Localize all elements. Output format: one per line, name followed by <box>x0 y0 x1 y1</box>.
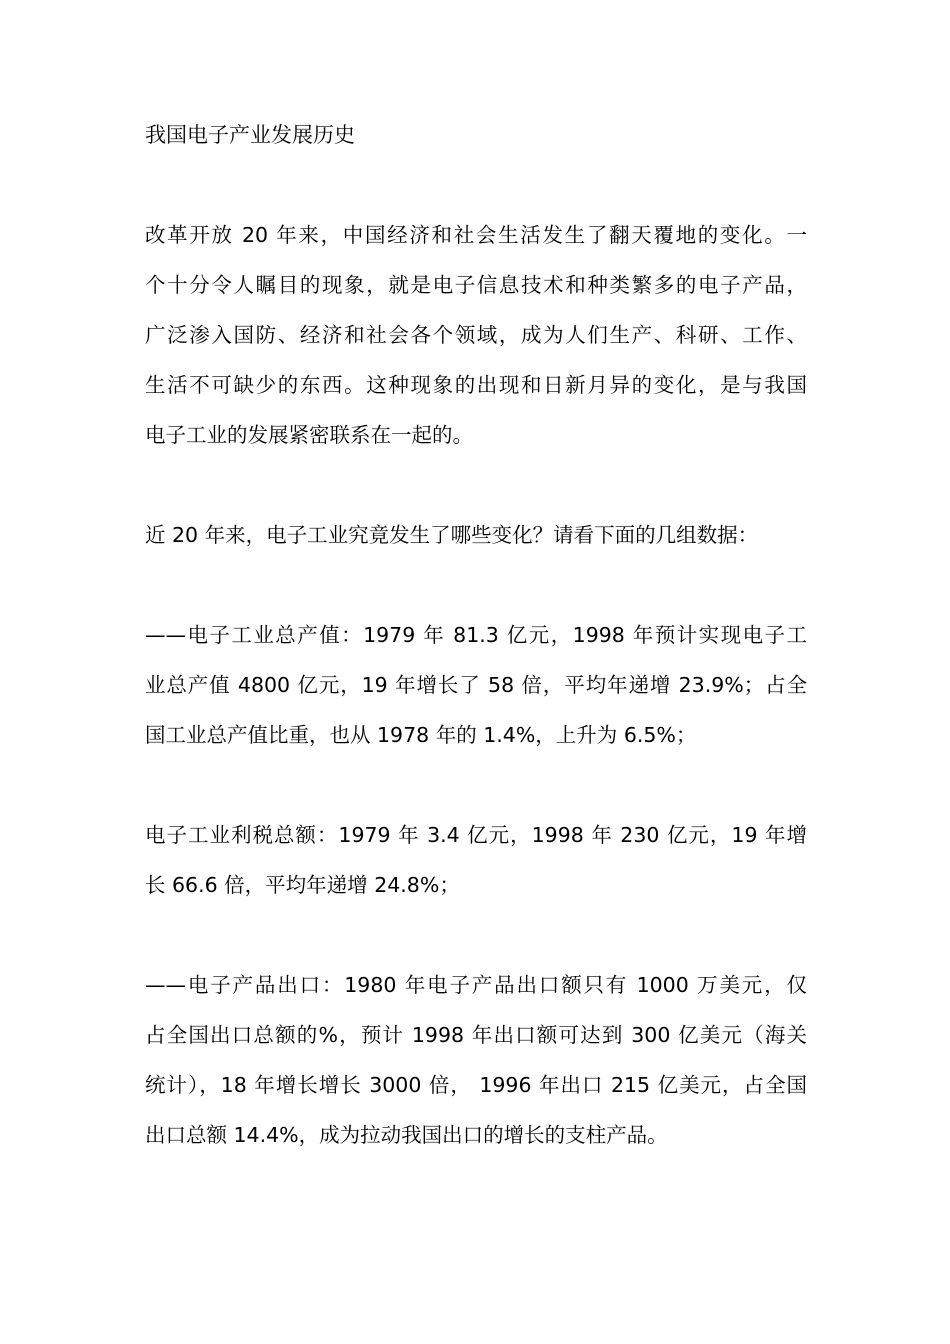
paragraph-line: ——电子工业总产值：1979 年 81.3 亿元，1998 年预计实现电子工 <box>145 623 807 647</box>
paragraph-line: ——电子产品出口：1980 年电子产品出口额只有 1000 万美元，仅 <box>145 973 807 997</box>
paragraph-line: 统计），18 年增长增长 3000 倍， 1996 年出口 215 亿美元，占全国 <box>145 1073 807 1097</box>
paragraph-line: 电子工业利税总额：1979 年 3.4 亿元，1998 年 230 亿元，19 年增 <box>145 823 807 847</box>
paragraph-line: 生活不可缺少的东西。这种现象的出现和日新月异的变化，是与我国 <box>145 373 807 397</box>
paragraph-line: 业总产值 4800 亿元，19 年增长了 58 倍，平均年递增 23.9%；占全 <box>145 673 807 697</box>
paragraph-line: 占全国出口总额的%，预计 1998 年出口额可达到 300 亿美元（海关 <box>145 1023 807 1047</box>
paragraph-question <box>145 510 807 560</box>
paragraph-line: 改革开放 20 年来，中国经济和社会生活发生了翻天覆地的变化。一 <box>145 223 807 247</box>
paragraph-line: 电子工业的发展紧密联系在一起的。 <box>145 423 473 447</box>
paragraph-intro <box>145 210 807 460</box>
paragraph-profit-tax <box>145 810 807 910</box>
paragraph-line: 广泛渗入国防、经济和社会各个领域，成为人们生产、科研、工作、 <box>145 323 807 347</box>
paragraph-output-value <box>145 610 807 760</box>
paragraph-exports <box>145 960 807 1160</box>
paragraph-line: 个十分令人瞩目的现象，就是电子信息技术和种类繁多的电子产品， <box>145 273 807 297</box>
paragraph-line: 长 66.6 倍，平均年递增 24.8%； <box>145 873 460 897</box>
document-page <box>145 110 807 1210</box>
paragraph-line: 国工业总产值比重，也从 1978 年的 1.4%，上升为 6.5%； <box>145 723 697 747</box>
paragraph-line: 出口总额 14.4%，成为拉动我国出口的增长的支柱产品。 <box>145 1123 668 1147</box>
paragraph-line: 近 20 年来，电子工业究竟发生了哪些变化？请看下面的几组数据： <box>145 523 759 547</box>
document-title: 我国电子产业发展历史 <box>145 123 355 147</box>
